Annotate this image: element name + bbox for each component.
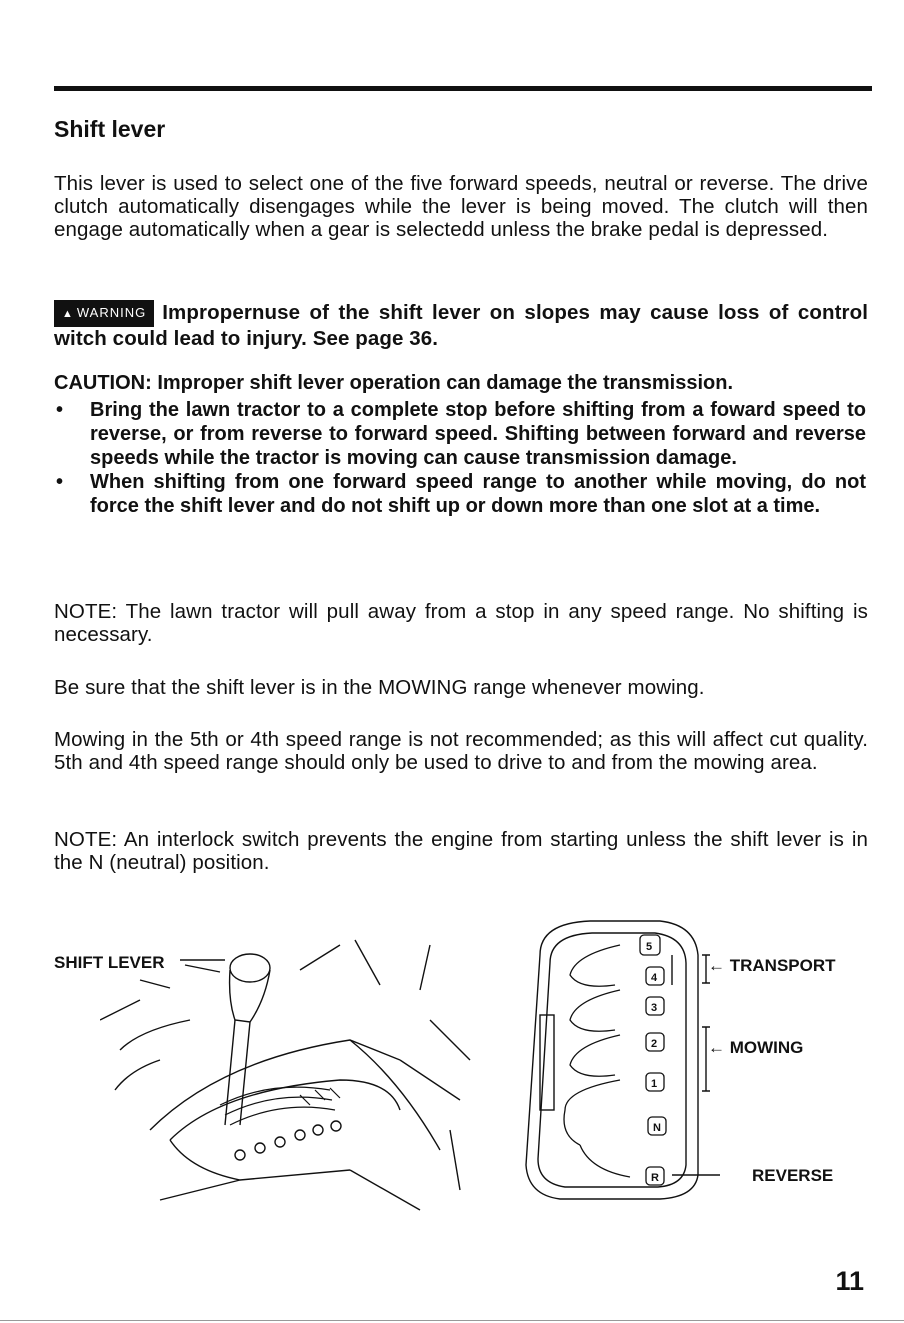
shift-lever-illustration (100, 930, 480, 1220)
top-rule (54, 86, 872, 91)
mowing-label (708, 1038, 803, 1058)
caution-list (54, 398, 866, 518)
arrow-left-icon: ← (708, 1038, 725, 1057)
transport-label-text: TRANSPORT (729, 956, 836, 975)
intro-paragraph: This lever is used to select one of the five forward speeds, neutral or reverse. The drive clutch automatically disengages while the lever is being moved. The clutch will then engage automatically when a gear is selectedd unless the brake pedal is depressed. (54, 172, 868, 241)
bottom-rule (0, 1320, 904, 1321)
caution-bullet-text: When shifting from one forward speed range to another while moving, do not force the shift lever and do not shift up or down more than one slot at a time. (90, 471, 866, 517)
mowing-label-text: MOWING (729, 1038, 804, 1057)
warning-badge (54, 300, 154, 327)
gear-label-5: 5 (646, 941, 653, 953)
shift-lever-label: SHIFT LEVER (54, 953, 165, 972)
note-interlock: NOTE: An interlock switch prevents the engine from starting unless the shift lever is in the N (neutral) position. (54, 828, 868, 874)
reverse-label: REVERSE (752, 1166, 834, 1185)
gear-label-3: 3 (651, 1002, 658, 1014)
gear-label-2: 2 (651, 1038, 658, 1050)
bullet-dot-icon: • (56, 471, 64, 493)
note-mowing-range: Be sure that the shift lever is in the MOWING range whenever mowing. (54, 676, 705, 699)
bullet-dot-icon: • (56, 399, 64, 421)
note-neutral-pull: NOTE: The lawn tractor will pull away from a stop in any speed range. No shifting is necessary. (54, 600, 868, 646)
gear-label-r: R (651, 1172, 659, 1184)
gear-label-4: 4 (651, 972, 658, 984)
warning-badge-label: WARNING (76, 305, 147, 320)
caution-bullet (54, 470, 866, 518)
gear-label-n: N (653, 1122, 661, 1134)
section-title: Shift lever (54, 116, 166, 142)
warning-triangle-icon: ▲ (62, 308, 74, 320)
arrow-left-icon: ← (708, 956, 725, 975)
warning-paragraph (54, 300, 868, 350)
warning-text: Impropernuse of the shift lever on slopes may cause loss of control witch could lead to injury. See page 36. (54, 301, 868, 350)
transport-label (708, 956, 836, 976)
caution-bullet-text: Bring the lawn tractor to a complete stop before shifting from a foward speed to reverse, or from reverse to forward speed. Shifting between forward and reverse speeds while the tractor is moving can cause transmission damage. (90, 399, 866, 469)
page-number: 11 (835, 1266, 864, 1296)
note-speed-range: Mowing in the 5th or 4th speed range is not recommended; as this will affect cut quality. 5th and 4th speed range should only be used to drive to and from the mowing area. (54, 728, 868, 774)
caution-bullet (54, 398, 866, 470)
caution-heading: CAUTION: Improper shift lever operation can damage the transmission. (54, 372, 734, 394)
gear-gate-diagram (520, 915, 720, 1205)
gear-label-1: 1 (651, 1078, 658, 1090)
